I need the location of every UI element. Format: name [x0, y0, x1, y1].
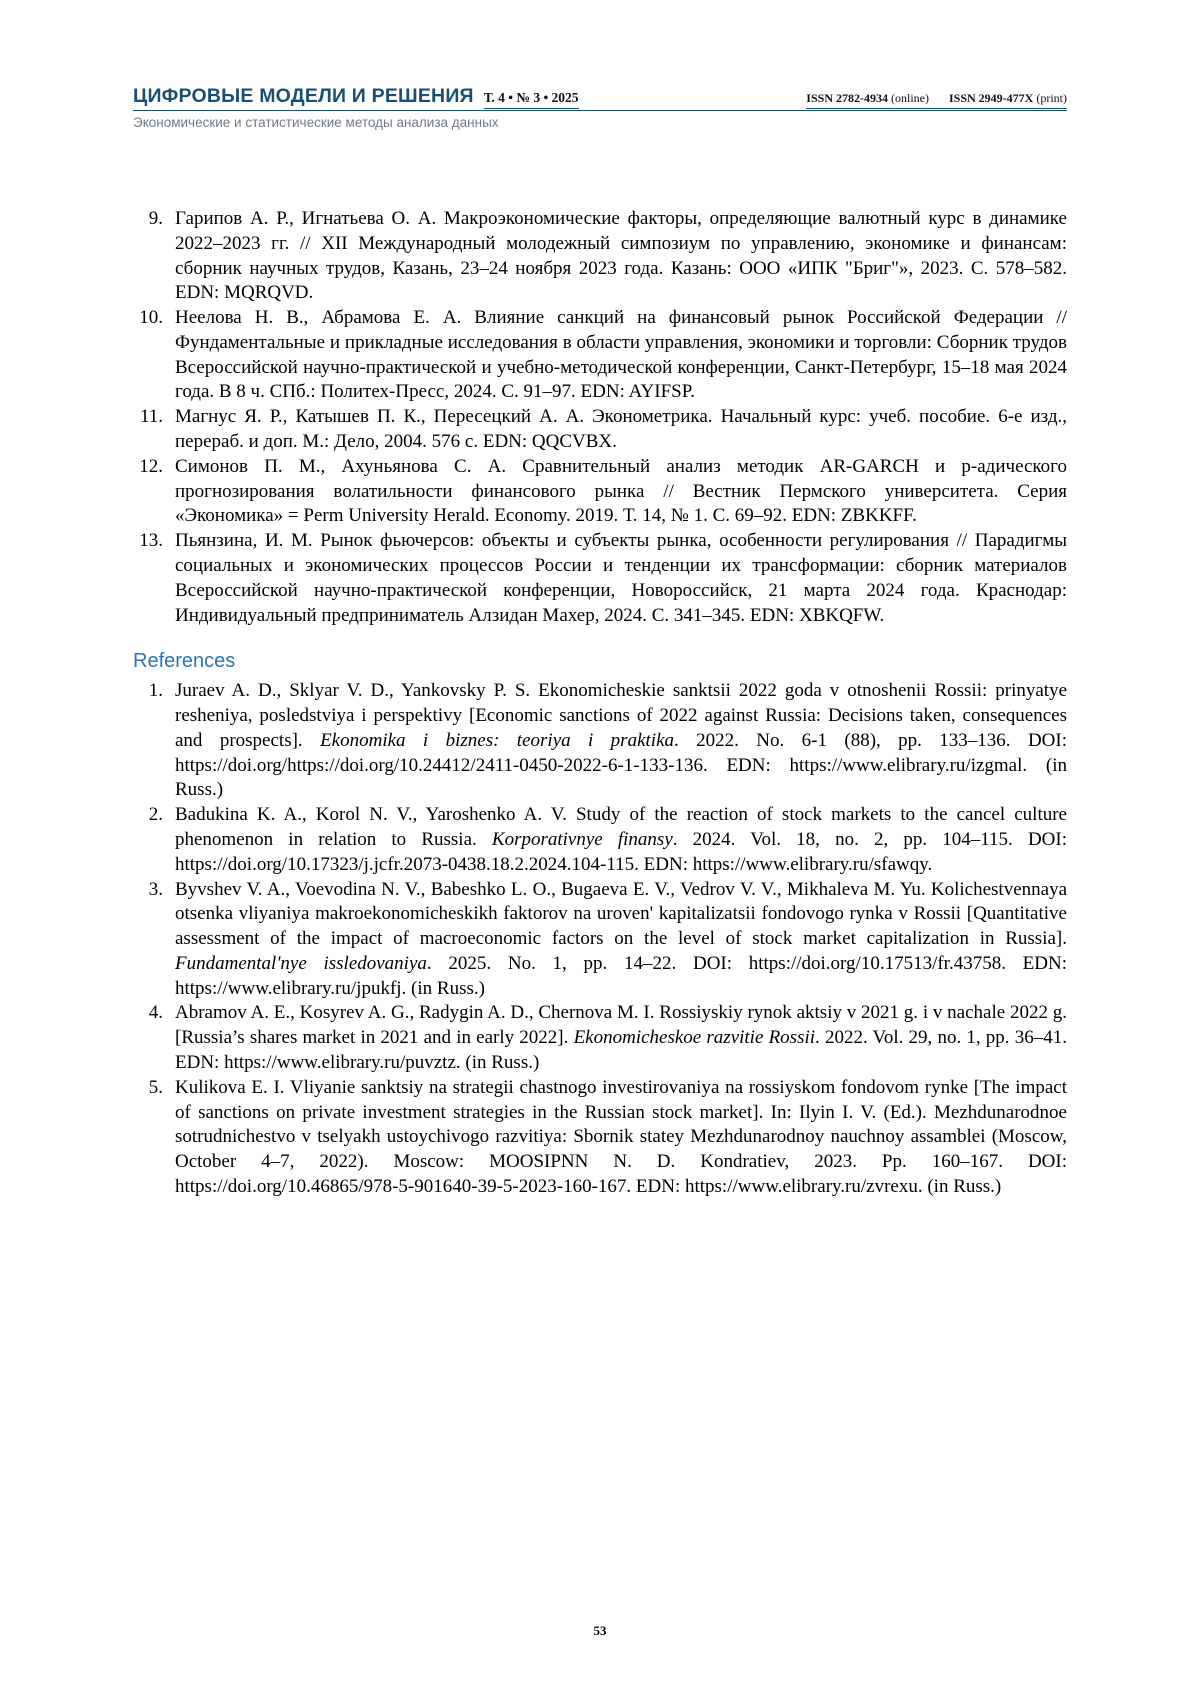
list-item — [133, 207, 1067, 306]
reference-number: 2. — [148, 804, 163, 826]
reference-text: Неелова Н. В., Абрамова Е. А. Влияние санкций на финансовый рынок Российской Федерации // Фундаментальные и прикладные исследования в области управления, экономики и торговли: Сборник трудов Всероссийской научно-практической и учебно-методической конференции, Санкт-Петербург, 15–18 мая 2024 года. В 8 ч. СПб.: Политех-Пресс, 2024. С. 91–97. EDN: AYIFSP. — [175, 307, 1067, 403]
reference-number: 1. — [148, 680, 163, 702]
reference-text: Byvshev V. A., Voevodina N. V., Babeshko L. O., Bugaeva E. V., Vedrov V. V., Mikhaleva M. Yu. Kolichestvennaya otsenka vliyaniya makroekonomicheskikh faktorov na uroven' kapitalizatsii fondovogo rynka v Rossii [Quantitative assessment of the impact of macroeconomic factors on the level of stock market capitalization in Russia]. Fundamental'nye issledovaniya. 2025. No. 1, pp. 14–22. DOI: https://doi.org/10.17513/fr.43758. EDN: https://www.elibrary.ru/jpukfj. (in Russ.) — [175, 878, 1068, 999]
reference-text: Kulikova E. I. Vliyanie sanktsiy na strategii chastnogo investirovaniya na rossiyskom fondovom rynke [The impact of sanctions on private investment strategies in the Russian stock market]. In: Ilyin I. V. (Ed.). Mezhdunarodnoe sotrudnichestvo v tselyakh ustoychivogo razvitiya: Sbornik statey Mezhdunarodnoy nauchnoy assamblei (Moscow, October 4–7, 2022). Moscow: MOOSIPNN N. D. Kondratiev, 2023. Pp. 160–167. DOI: https://doi.org/10.46865/978-5-901640-39-5-2023-160-167. EDN: https://www.elibrary.ru/zvrexu. (in Russ.) — [175, 1076, 1067, 1197]
reference-number: 9. — [148, 208, 163, 229]
header-top-row — [133, 85, 1067, 109]
russian-reference-list — [133, 207, 1067, 628]
issn-online-type: (online) — [890, 91, 929, 105]
reference-text: Пьянзина, И. М. Рынок фьючерсов: объекты и субъекты рынка, особенности регулирования // Парадигмы социальных и экономических процессов России и тенденции их трансформации: сборник материалов Всероссийской научно-практической конференции, Новороссийск, 21 марта 2024 года. Краснодар: Индивидуальный предприниматель Алзидан Махер, 2024. С. 341–345. EDN: XBKQFW. — [175, 530, 1067, 626]
issn-block — [806, 91, 1067, 109]
list-item — [133, 1076, 1067, 1200]
issue-info: Т. 4 • № 3 • 2025 — [484, 90, 579, 109]
list-item — [133, 405, 1067, 455]
list-item — [133, 679, 1067, 803]
page-content — [133, 207, 1067, 1200]
list-item — [133, 529, 1067, 628]
reference-text: Магнус Я. Р., Катышев П. К., Пересецкий А. А. Эконометрика. Начальный курс: учеб. пособие. 6-е изд., перераб. и доп. М.: Дело, 2004. 576 с. EDN: QQCVBX. — [175, 406, 1067, 453]
reference-text: Badukina K. A., Korol N. V., Yaroshenko A. V. Study of the reaction of stock markets to the cancel culture phenomenon in relation to Russia. Korporativnye finansy. 2024. Vol. 18, no. 2, pp. 104–115. DOI: https://doi.org/10.17323/j.jcfr.2073-0438.18.2.2024.104-115. EDN: https://www.elibrary.ru/sfawqy. — [175, 804, 1068, 875]
reference-text: Juraev A. D., Sklyar V. D., Yankovsky P. S. Ekonomicheskie sanktsii 2022 goda v otnoshenii Rossii: prinyatye resheniya, posledstviya i perspektivy [Economic sanctions of 2022 against Russia: Decisions taken, consequences and prospects]. Ekonomika i biznes: teoriya i praktika. 2022. No. 6-1 (88), pp. 133–136. DOI: https://doi.org/https://doi.org/10.24412/2411-0450-2022-6-1-133-136. EDN: https://www.elibrary.ru/izgmal. (in Russ.) — [175, 680, 1067, 801]
journal-title: ЦИФРОВЫЕ МОДЕЛИ И РЕШЕНИЯ — [133, 85, 474, 107]
list-item — [133, 1001, 1067, 1075]
issn-print-type: (print) — [1036, 91, 1067, 105]
header-divider — [133, 110, 1067, 111]
page-header — [133, 85, 1067, 130]
reference-number: 11. — [139, 406, 163, 428]
list-item — [133, 803, 1067, 877]
list-item — [133, 306, 1067, 405]
header-subtitle: Экономические и статистические методы анализа данных — [133, 115, 499, 130]
reference-number: 12. — [139, 455, 163, 477]
reference-number: 10. — [139, 307, 163, 329]
issn-print-label: ISSN 2949-477X — [948, 91, 1034, 105]
reference-text: Гарипов А. Р., Игнатьева О. А. Макроэкономические факторы, определяющие валютный курс в динамике 2022–2023 гг. // XII Международный молодежный симпозиум по управлению, экономике и финансам: сборник научных трудов, Казань, 23–24 ноября 2023 года. Казань: ООО «ИПК "Бриг"», 2023. С. 578–582. EDN: MQRQVD. — [175, 208, 1067, 304]
english-reference-list — [133, 679, 1067, 1199]
list-item — [133, 878, 1067, 1002]
page-number: 53 — [593, 1623, 607, 1638]
reference-text: Abramov A. E., Kosyrev A. G., Radygin A. D., Chernova M. I. Rossiyskiy rynok aktsiy v 2021 g. i v nachale 2022 g. [Russia’s shares market in 2021 and in early 2022]. Ekonomicheskoe razvitie Rossii. 2022. Vol. 29, no. 1, pp. 36–41. EDN: https://www.elibrary.ru/puvztz. (in Russ.) — [175, 1002, 1067, 1073]
issn-online-label: ISSN 2782-4934 — [806, 91, 888, 105]
reference-number: 5. — [148, 1076, 163, 1098]
reference-number: 4. — [148, 1002, 163, 1024]
reference-number: 13. — [139, 530, 163, 552]
list-item — [133, 455, 1067, 529]
reference-number: 3. — [148, 878, 163, 900]
reference-text: Симонов П. М., Ахуньянова С. А. Сравнительный анализ методик AR-GARCH и p-адического прогнозирования волатильности финансового рынка // Вестник Пермского университета. Серия «Экономика» = Perm University Herald. Economy. 2019. Т. 14, № 1. С. 69–92. EDN: ZBKKFF. — [175, 455, 1067, 527]
references-heading: References — [133, 650, 236, 673]
